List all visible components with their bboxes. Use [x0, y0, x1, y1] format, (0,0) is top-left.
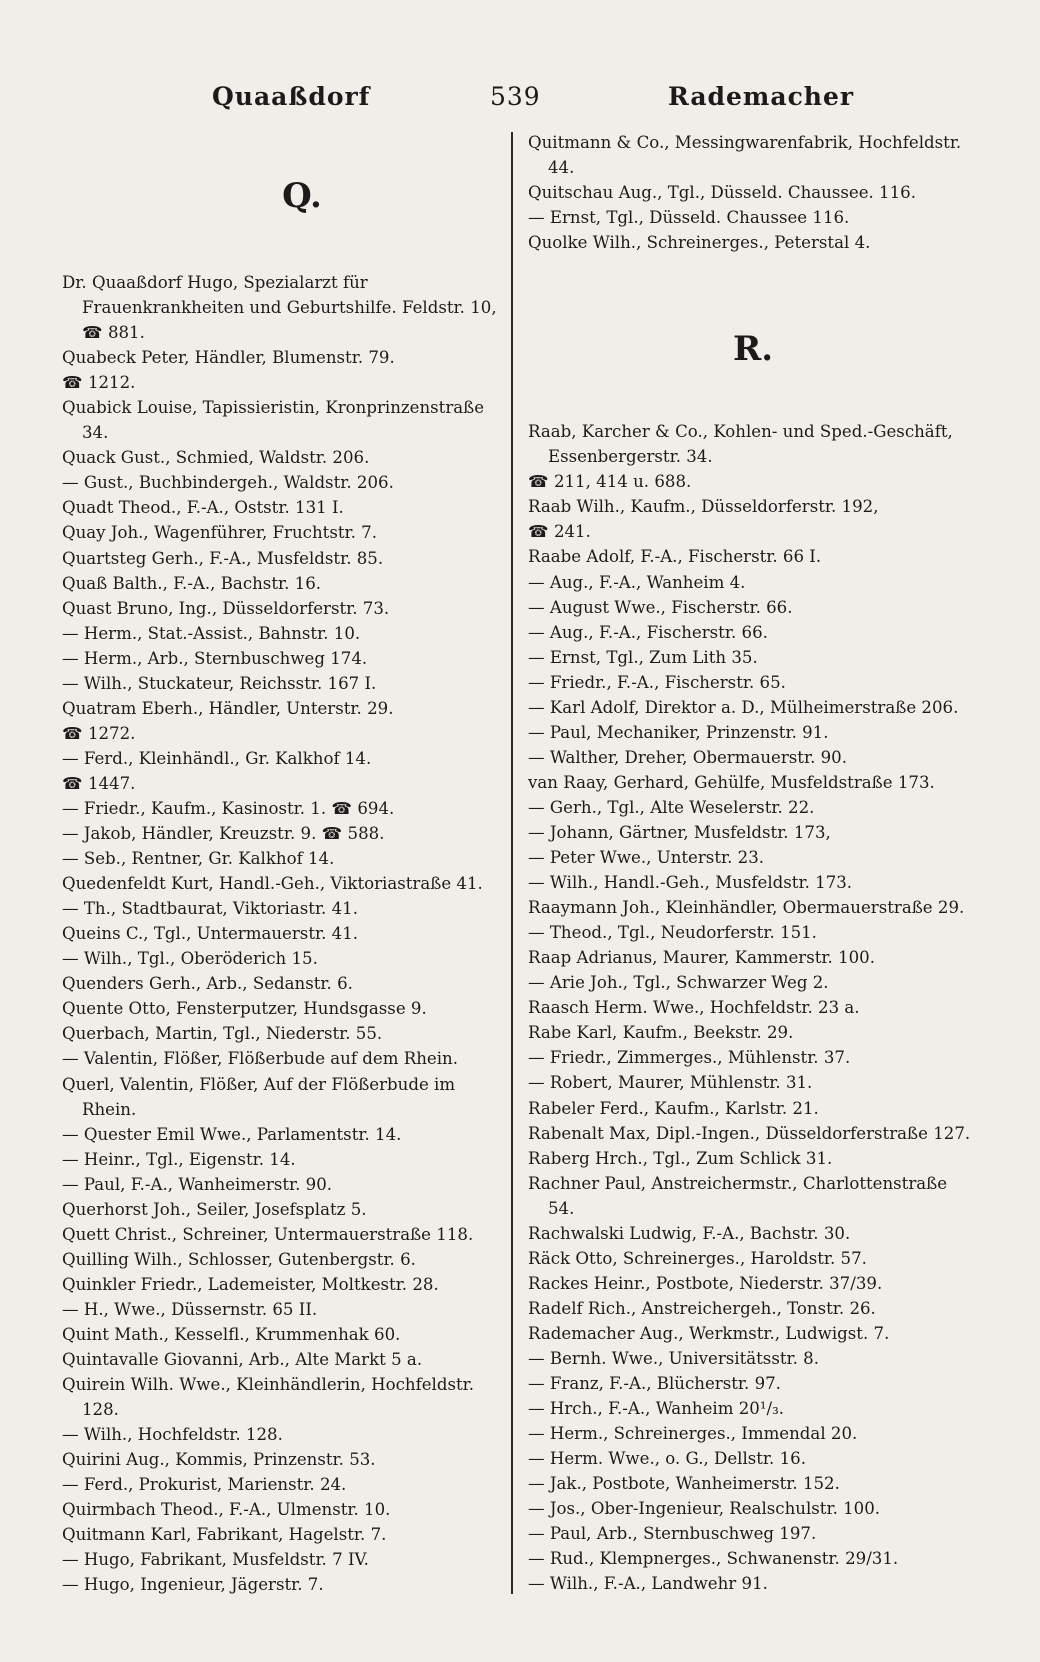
- directory-entry: Raap Adrianus, Maurer, Kammerstr. 100.: [528, 948, 876, 968]
- running-head-right: Rademacher: [668, 82, 855, 111]
- directory-entry: Quartsteg Gerh., F.-A., Musfeldstr. 85.: [62, 548, 384, 568]
- directory-entry: Quolke Wilh., Schreinerges., Peterstal 4.: [528, 233, 871, 253]
- directory-entry: Quack Gust., Schmied, Waldstr. 206.: [62, 448, 370, 468]
- directory-entry: Quast Bruno, Ing., Düsseldorferstr. 73.: [62, 598, 390, 618]
- directory-entry: Quenders Gerh., Arb., Sedanstr. 6.: [62, 974, 353, 994]
- column-divider: [511, 132, 513, 1594]
- directory-entry: — Johann, Gärtner, Musfeldstr. 173,: [528, 822, 831, 842]
- directory-entry: — Rud., Klempnerges., Schwanenstr. 29/31.: [528, 1549, 899, 1569]
- directory-entry: — Paul, Arb., Sternbuschweg 197.: [528, 1524, 817, 1544]
- directory-entry: — Heinr., Tgl., Eigenstr. 14.: [62, 1149, 296, 1169]
- directory-entry: Rabenalt Max, Dipl.-Ingen., Düsseldorferstraße 127.: [528, 1123, 971, 1143]
- directory-entry: Queins C., Tgl., Untermauerstr. 41.: [62, 924, 359, 944]
- directory-entry: — Th., Stadtbaurat, Viktoriastr. 41.: [62, 899, 358, 919]
- directory-entry: — Herm., Arb., Sternbuschweg 174.: [62, 648, 368, 668]
- directory-entry: Radelf Rich., Anstreichergeh., Tonstr. 26.: [528, 1298, 876, 1318]
- directory-entry: Räck Otto, Schreinerges., Haroldstr. 57.: [528, 1248, 867, 1268]
- directory-entry: — Jakob, Händler, Kreuzstr. 9. ☎ 588.: [62, 824, 385, 844]
- directory-entry: — Bernh. Wwe., Universitätsstr. 8.: [528, 1348, 819, 1368]
- right-column: [528, 130, 978, 1596]
- directory-entry: ☎ 1272.: [62, 723, 136, 743]
- directory-entry: — Wilh., F.-A., Landwehr 91.: [528, 1574, 768, 1594]
- directory-entry: Rackes Heinr., Postbote, Niederstr. 37/39.: [528, 1273, 883, 1293]
- directory-entry: — Hugo, Fabrikant, Musfeldstr. 7 IV.: [62, 1550, 369, 1570]
- directory-entry: — Wilh., Stuckateur, Reichsstr. 167 I.: [62, 673, 377, 693]
- directory-entry: Quirini Aug., Kommis, Prinzenstr. 53.: [62, 1450, 376, 1470]
- directory-entry: — Herm. Wwe., o. G., Dellstr. 16.: [528, 1449, 806, 1469]
- directory-entry: ☎ 1212.: [62, 373, 136, 393]
- directory-entry: Raberg Hrch., Tgl., Zum Schlick 31.: [528, 1148, 833, 1168]
- directory-entry: Quintavalle Giovanni, Arb., Alte Markt 5 a.: [62, 1350, 423, 1370]
- directory-entry: Raasch Herm. Wwe., Hochfeldstr. 23 a.: [528, 998, 860, 1018]
- directory-entry: — Friedr., Kaufm., Kasinostr. 1. ☎ 694.: [62, 798, 395, 818]
- directory-entry: — Gust., Buchbindergeh., Waldstr. 206.: [62, 473, 394, 493]
- directory-entry: Raab Wilh., Kaufm., Düsseldorferstr. 192,: [528, 497, 879, 517]
- directory-entry: Querbach, Martin, Tgl., Niederstr. 55.: [62, 1024, 383, 1044]
- directory-entry: Quitschau Aug., Tgl., Düsseld. Chaussee. 116.: [528, 183, 917, 203]
- directory-entry: Raab, Karcher & Co., Kohlen- und Sped.-Geschäft, Essenbergerstr. 34.: [528, 422, 953, 467]
- directory-entry: — H., Wwe., Düssernstr. 65 II.: [62, 1299, 318, 1319]
- directory-entry: — Peter Wwe., Unterstr. 23.: [528, 848, 765, 868]
- directory-entry: ☎ 1447.: [62, 773, 136, 793]
- directory-entry: Quett Christ., Schreiner, Untermauerstraße 118.: [62, 1224, 474, 1244]
- directory-entry: Rabe Karl, Kaufm., Beekstr. 29.: [528, 1023, 794, 1043]
- directory-entry: Quadt Theod., F.-A., Oststr. 131 I.: [62, 498, 344, 518]
- directory-entry: — Wilh., Hochfeldstr. 128.: [62, 1425, 283, 1445]
- directory-entry: Quedenfeldt Kurt, Handl.-Geh., Viktoriastraße 41.: [62, 874, 483, 894]
- directory-entry: Raaymann Joh., Kleinhändler, Obermauerstraße 29.: [528, 898, 965, 918]
- directory-entry: Rabeler Ferd., Kaufm., Karlstr. 21.: [528, 1098, 819, 1118]
- directory-entry: Quabick Louise, Tapissieristin, Kronprinzenstraße 34.: [62, 398, 485, 443]
- directory-entry: ☎ 211, 414 u. 688.: [528, 472, 692, 492]
- directory-entry: — Friedr., F.-A., Fischerstr. 65.: [528, 672, 786, 692]
- directory-entry: — Herm., Schreinerges., Immendal 20.: [528, 1424, 858, 1444]
- directory-entry: — Gerh., Tgl., Alte Weselerstr. 22.: [528, 797, 815, 817]
- directory-entry: — Seb., Rentner, Gr. Kalkhof 14.: [62, 849, 335, 869]
- directory-entry: Quaß Balth., F.-A., Bachstr. 16.: [62, 573, 322, 593]
- directory-entry: Dr. Quaaßdorf Hugo, Spezialarzt für Frauenkrankheiten und Geburtshilfe. Feldstr. 10, ☎ 881.: [62, 273, 497, 343]
- directory-entry: — Hugo, Ingenieur, Jägerstr. 7.: [62, 1575, 324, 1595]
- directory-entry: — Aug., F.-A., Wanheim 4.: [528, 572, 746, 592]
- directory-entry: Quilling Wilh., Schlosser, Gutenbergstr. 6.: [62, 1249, 416, 1269]
- running-head-left: Quaaßdorf: [212, 82, 371, 111]
- directory-entry: — Arie Joh., Tgl., Schwarzer Weg 2.: [528, 973, 829, 993]
- directory-entry: — Ferd., Prokurist, Marienstr. 24.: [62, 1475, 347, 1495]
- directory-entry: Quinkler Friedr., Lademeister, Moltkestr. 28.: [62, 1274, 439, 1294]
- directory-entry: Quirmbach Theod., F.-A., Ulmenstr. 10.: [62, 1500, 391, 1520]
- directory-entry: Quabeck Peter, Händler, Blumenstr. 79.: [62, 348, 395, 368]
- directory-entry: — Ernst, Tgl., Zum Lith 35.: [528, 647, 758, 667]
- directory-entry: — Paul, Mechaniker, Prinzenstr. 91.: [528, 722, 829, 742]
- directory-entry: Raabe Adolf, F.-A., Fischerstr. 66 I.: [528, 547, 822, 567]
- directory-entry: — Franz, F.-A., Blücherstr. 97.: [528, 1374, 781, 1394]
- directory-entry: Quente Otto, Fensterputzer, Hundsgasse 9.: [62, 999, 427, 1019]
- section-letter-q: Q.: [282, 176, 322, 216]
- directory-entry: — Ernst, Tgl., Düsseld. Chaussee 116.: [528, 208, 850, 228]
- directory-entry: — Aug., F.-A., Fischerstr. 66.: [528, 622, 768, 642]
- directory-entry: — August Wwe., Fischerstr. 66.: [528, 597, 793, 617]
- directory-entry: — Karl Adolf, Direktor a. D., Mülheimerstraße 206.: [528, 697, 959, 717]
- directory-entry: — Jak., Postbote, Wanheimerstr. 152.: [528, 1474, 840, 1494]
- page-number: 539: [490, 82, 541, 111]
- directory-entry: Quitmann Karl, Fabrikant, Hagelstr. 7.: [62, 1525, 387, 1545]
- directory-entry: — Ferd., Kleinhändl., Gr. Kalkhof 14.: [62, 748, 372, 768]
- directory-entry: — Walther, Dreher, Obermauerstr. 90.: [528, 747, 848, 767]
- directory-entry: — Friedr., Zimmerges., Mühlenstr. 37.: [528, 1048, 851, 1068]
- directory-entry: — Wilh., Handl.-Geh., Musfeldstr. 173.: [528, 873, 853, 893]
- directory-entry: Rademacher Aug., Werkmstr., Ludwigst. 7.: [528, 1323, 890, 1343]
- directory-entry: — Quester Emil Wwe., Parlamentstr. 14.: [62, 1124, 402, 1144]
- directory-entry: Querhorst Joh., Seiler, Josefsplatz 5.: [62, 1199, 367, 1219]
- directory-entry: Quatram Eberh., Händler, Unterstr. 29.: [62, 698, 394, 718]
- directory-entry: ☎ 241.: [528, 522, 591, 542]
- directory-entry: Quint Math., Kesselfl., Krummenhak 60.: [62, 1324, 401, 1344]
- directory-entry: Rachwalski Ludwig, F.-A., Bachstr. 30.: [528, 1223, 851, 1243]
- section-letter-r: R.: [732, 329, 774, 370]
- directory-entry: — Paul, F.-A., Wanheimerstr. 90.: [62, 1174, 333, 1194]
- directory-entry: — Jos., Ober-Ingenieur, Realschulstr. 100.: [528, 1499, 881, 1519]
- directory-entry: — Wilh., Tgl., Oberöderich 15.: [62, 949, 318, 969]
- directory-entry: Querl, Valentin, Flößer, Auf der Flößerbude im Rhein.: [62, 1074, 456, 1119]
- right-top-entry-list: [528, 130, 978, 255]
- left-entry-list: [62, 270, 502, 1597]
- directory-entry: — Robert, Maurer, Mühlenstr. 31.: [528, 1073, 813, 1093]
- directory-entry: — Valentin, Flößer, Flößerbude auf dem Rhein.: [62, 1049, 459, 1069]
- right-entry-list: [528, 419, 978, 1596]
- directory-entry: — Hrch., F.-A., Wanheim 20¹/₃.: [528, 1399, 784, 1419]
- directory-entry: — Herm., Stat.-Assist., Bahnstr. 10.: [62, 623, 361, 643]
- directory-entry: Rachner Paul, Anstreichermstr., Charlottenstraße 54.: [528, 1173, 948, 1218]
- directory-entry: Quitmann & Co., Messingwarenfabrik, Hochfeldstr. 44.: [528, 133, 962, 178]
- directory-entry: Quirein Wilh. Wwe., Kleinhändlerin, Hochfeldstr. 128.: [62, 1375, 475, 1420]
- directory-entry: van Raay, Gerhard, Gehülfe, Musfeldstraße 173.: [528, 772, 935, 792]
- directory-entry: — Theod., Tgl., Neudorferstr. 151.: [528, 923, 817, 943]
- directory-entry: Quay Joh., Wagenführer, Fruchtstr. 7.: [62, 523, 378, 543]
- left-column: [62, 130, 502, 1597]
